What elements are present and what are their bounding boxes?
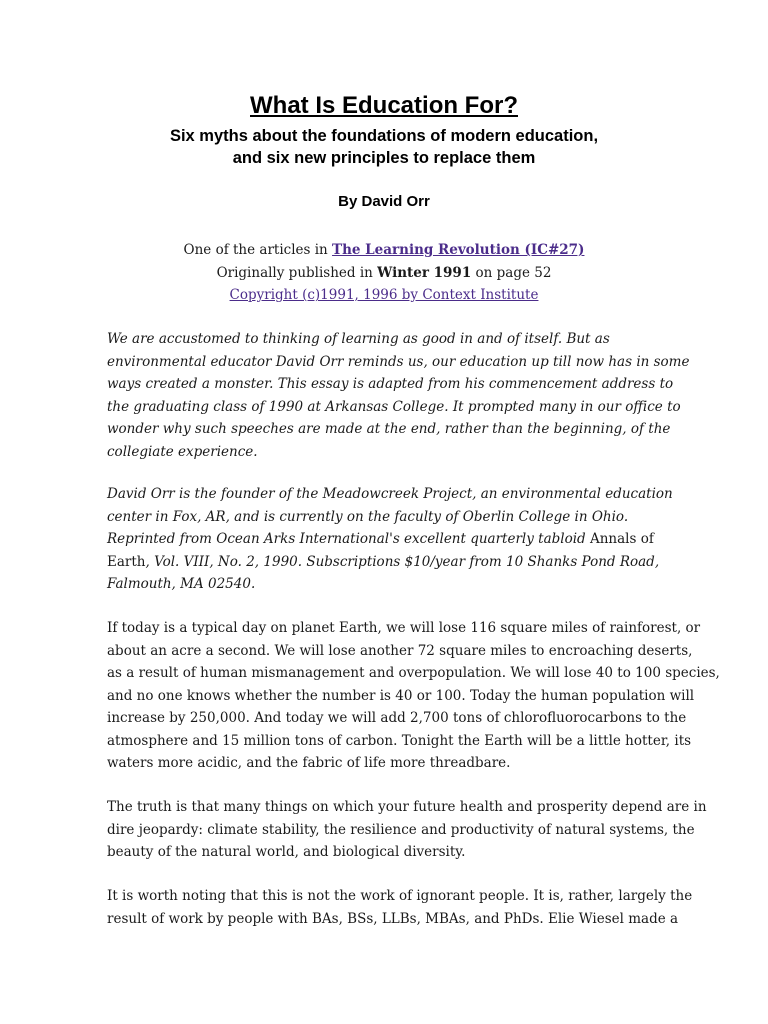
text-line: Falmouth, MA 02540. (107, 576, 256, 592)
subtitle-line: and six new principles to replace them (232, 149, 536, 167)
series-prefix: One of the articles in (183, 242, 333, 258)
published-date: Winter 1991 (377, 264, 472, 281)
text-line: environmental educator David Orr reminds us, our education up till now has in some (107, 353, 690, 370)
text-roman: Earth (107, 553, 146, 570)
text-line: beauty of the natural world, and biological diversity. (107, 844, 466, 860)
body-paragraph (107, 617, 720, 775)
text-italic: Reprinted from Ocean Arks International's excellent quarterly tabloid (107, 531, 586, 547)
published-prefix: Originally published in (216, 264, 378, 281)
text-roman: Annals of (585, 531, 654, 547)
byline: By David Orr (338, 193, 430, 210)
intro-paragraph (107, 328, 690, 463)
body-paragraph (107, 885, 693, 930)
article-title: What Is Education For? (250, 92, 518, 119)
text-line (107, 528, 667, 551)
text-line: about an acre a second. We will lose another 72 square miles to encroaching deserts, (107, 642, 693, 659)
text-line: and no one knows whether the number is 40 or 100. Today the human population will (107, 687, 695, 704)
text-line: The truth is that many things on which your future health and prosperity depend are in (107, 799, 707, 815)
text-line: collegiate experience. (107, 443, 258, 460)
series-line (0, 239, 768, 262)
text-line: If today is a typical day on planet Earth, we will lose 116 square miles of rainforest, or (107, 620, 701, 636)
text-line: wonder why such speeches are made at the end, rather than the beginning, of the (107, 421, 671, 437)
text-line: as a result of human mismanagement and overpopulation. We will lose 40 to 100 species, (107, 665, 720, 681)
text-line: dire jeopardy: climate stability, the resilience and productivity of natural systems, the (107, 821, 695, 838)
body-paragraph (107, 796, 707, 864)
text-line: the graduating class of 1990 at Arkansas College. It prompted many in our office to (107, 398, 681, 415)
text-line: increase by 250,000. And today we will add 2,700 tons of chlorofluorocarbons to the (107, 710, 687, 726)
copyright-line (0, 284, 768, 307)
text-line: result of work by people with BAs, BSs, LLBs, MBAs, and PhDs. Elie Wiesel made a (107, 910, 679, 927)
text-line: It is worth noting that this is not the work of ignorant people. It is, rather, largely the (107, 888, 693, 904)
published-line (0, 262, 768, 285)
text-line: center in Fox, AR, and is currently on the faculty of Oberlin College in Ohio. (107, 508, 629, 525)
article-meta (0, 239, 768, 307)
author-bio-paragraph (107, 483, 673, 596)
text-line: ways created a monster. This essay is adapted from his commencement address to (107, 376, 674, 392)
issue-link[interactable]: The Learning Revolution (IC#27) (332, 242, 585, 258)
text-line: We are accustomed to thinking of learning as good in and of itself. But as (107, 331, 610, 347)
copyright-link[interactable]: Copyright (c)1991, 1996 by Context Institute (229, 287, 539, 303)
subtitle-line: Six myths about the foundations of modern education, (169, 127, 599, 145)
article-subtitle (0, 125, 768, 169)
published-suffix: on page 52 (471, 264, 552, 281)
text-line: David Orr is the founder of the Meadowcreek Project, an environmental education (107, 486, 673, 502)
text-italic: , Vol. VIII, No. 2, 1990. Subscriptions $10/year from 10 Shanks Pond Road, (145, 553, 660, 570)
text-line (107, 551, 667, 574)
text-line: atmosphere and 15 million tons of carbon. Tonight the Earth will be a little hotter, its (107, 732, 692, 749)
text-line: waters more acidic, and the fabric of life more threadbare. (107, 755, 511, 771)
